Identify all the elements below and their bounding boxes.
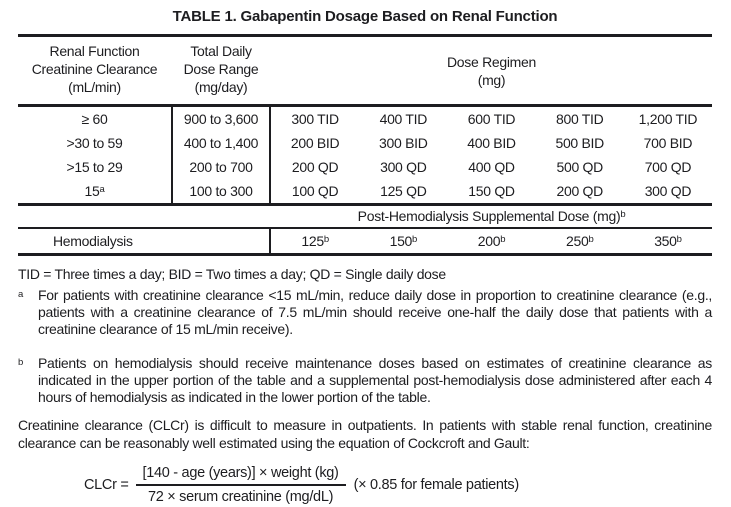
header-total-daily-dose [171,37,271,104]
footnote-b-reference: b [676,233,682,245]
formula-numerator: [140 - age (years)] × weight (kg) [136,465,346,486]
table-row [18,155,712,179]
table-title: TABLE 1. Gabapentin Dosage Based on Renal Function [172,8,558,25]
dose-cell: 200 QD [556,183,603,199]
clearance-cell [18,107,171,131]
clearance-cell [18,131,171,155]
clearance-cell [18,155,171,179]
footnote-b-reference: b [620,208,626,220]
dose-cell: 1,200 TID [638,111,698,127]
dose-cell: 300 QD [380,159,427,175]
dosage-table [18,34,712,256]
header-line: Dose Regimen [447,53,536,70]
cockcroft-gault-formula [84,465,712,505]
formula-female-factor: (× 0.85 for female patients) [353,477,519,493]
clearance-value: >30 to 59 [66,135,123,151]
dose-value: 150 [389,233,413,249]
footnote-b-reference: b [323,233,329,245]
header-line: (mg/day) [194,79,248,95]
dose-cell: 400 TID [379,111,428,127]
hemodialysis-row [18,229,712,253]
footnote-b-marker [18,355,38,406]
formula-fraction [136,465,346,505]
dose-cell: 300 TID [291,111,339,127]
header-line: (mg) [477,71,506,88]
table-row [18,107,712,131]
footnote-abbreviations: TID = Three times a day; BID = Two times a day; QD = Single daily dose [18,266,446,282]
dose-range-cell: 900 to 3,600 [171,107,271,131]
dose-cell [271,229,359,253]
formula-lhs: CLCr = [84,477,129,493]
footnote-a-text: For patients with creatinine clearance <15 mL/min, reduce daily dose in proportion to creatinine clearance (e.g., patients with a creatinine clearance of 7.5 mL/min should receive one-half the daily dose that patients with a creatinine clearance of 15 mL/min receive). [38,287,712,337]
footnote-b-reference: b [588,233,594,245]
dose-cell: 100 QD [291,183,339,199]
dose-cell [536,229,624,253]
clearance-value: ≥ 60 [81,111,108,127]
header-line: Total Daily [190,43,252,59]
header-line: Creatinine Clearance [31,61,158,77]
footnote-a-marker [18,287,38,338]
dose-cell: 400 QD [468,159,515,175]
footnote-b-reference: b [412,233,418,245]
dose-cell: 200 BID [290,135,340,151]
table-row [18,131,712,155]
footnote-b-marker-letter: b [18,357,23,368]
dose-cell: 500 BID [555,135,604,151]
dose-cell [359,229,447,253]
header-dose-regimen [271,37,712,104]
footnote-a-marker-letter: a [18,289,23,300]
clearance-value: 15 [84,183,100,199]
dose-cell: 200 QD [291,159,339,175]
footnote-a [18,287,712,338]
dose-cell: 150 QD [468,183,515,199]
footnote-a-reference: a [99,183,105,195]
header-line: Dose Range [183,61,259,77]
table-header-row [18,37,712,107]
subheader-spacer [18,206,271,227]
table-data-section [18,107,712,206]
dose-cell: 500 QD [556,159,603,175]
dose-range-cell: 100 to 300 [171,179,271,203]
post-hemodialysis-subheader [18,206,712,229]
subheader-label [271,206,712,227]
dose-cell [624,229,712,253]
clearance-cell [18,179,171,203]
header-renal-function [18,37,171,104]
footnote-b-reference: b [500,233,506,245]
clcr-paragraph: Creatinine clearance (CLCr) is difficult to measure in outpatients. In patients with stable renal function, creatinine clearance can be reasonably well estimated using the equation of Cockcroft and Gault: [18,417,712,451]
formula-denominator: 72 × serum creatinine (mg/dL) [147,489,334,505]
dose-value: 350 [654,233,677,249]
dose-cell: 300 QD [644,183,692,199]
footnote-b [18,355,712,406]
header-line: Renal Function [49,43,140,59]
dose-cell: 700 BID [643,135,693,151]
dose-cell [447,229,535,253]
clearance-value: >15 to 29 [66,159,123,175]
dose-cell: 300 BID [379,135,428,151]
header-line: (mL/min) [68,79,121,95]
hemodialysis-label-cell: Hemodialysis [18,229,271,253]
dose-cell: 400 BID [467,135,516,151]
dose-range-cell: 200 to 700 [171,155,271,179]
dose-cell: 800 TID [555,111,604,127]
dose-value: 125 [301,233,324,249]
dose-cell: 700 QD [644,159,692,175]
subheader-text: Post-Hemodialysis Supplemental Dose (mg) [357,208,621,224]
footnote-b-text: Patients on hemodialysis should receive maintenance doses based on estimates of creatinine clearance as indicated in the upper portion of the table and a supplemental post-hemodialysis dose administered after each 4 hours of hemodialysis as indicated in the lower portion of the table. [38,355,712,405]
dose-value: 250 [565,233,589,249]
dose-cell: 600 TID [467,111,516,127]
dose-value: 200 [477,233,501,249]
dose-cell: 125 QD [380,183,427,199]
dose-range-cell: 400 to 1,400 [171,131,271,155]
table-row [18,179,712,203]
